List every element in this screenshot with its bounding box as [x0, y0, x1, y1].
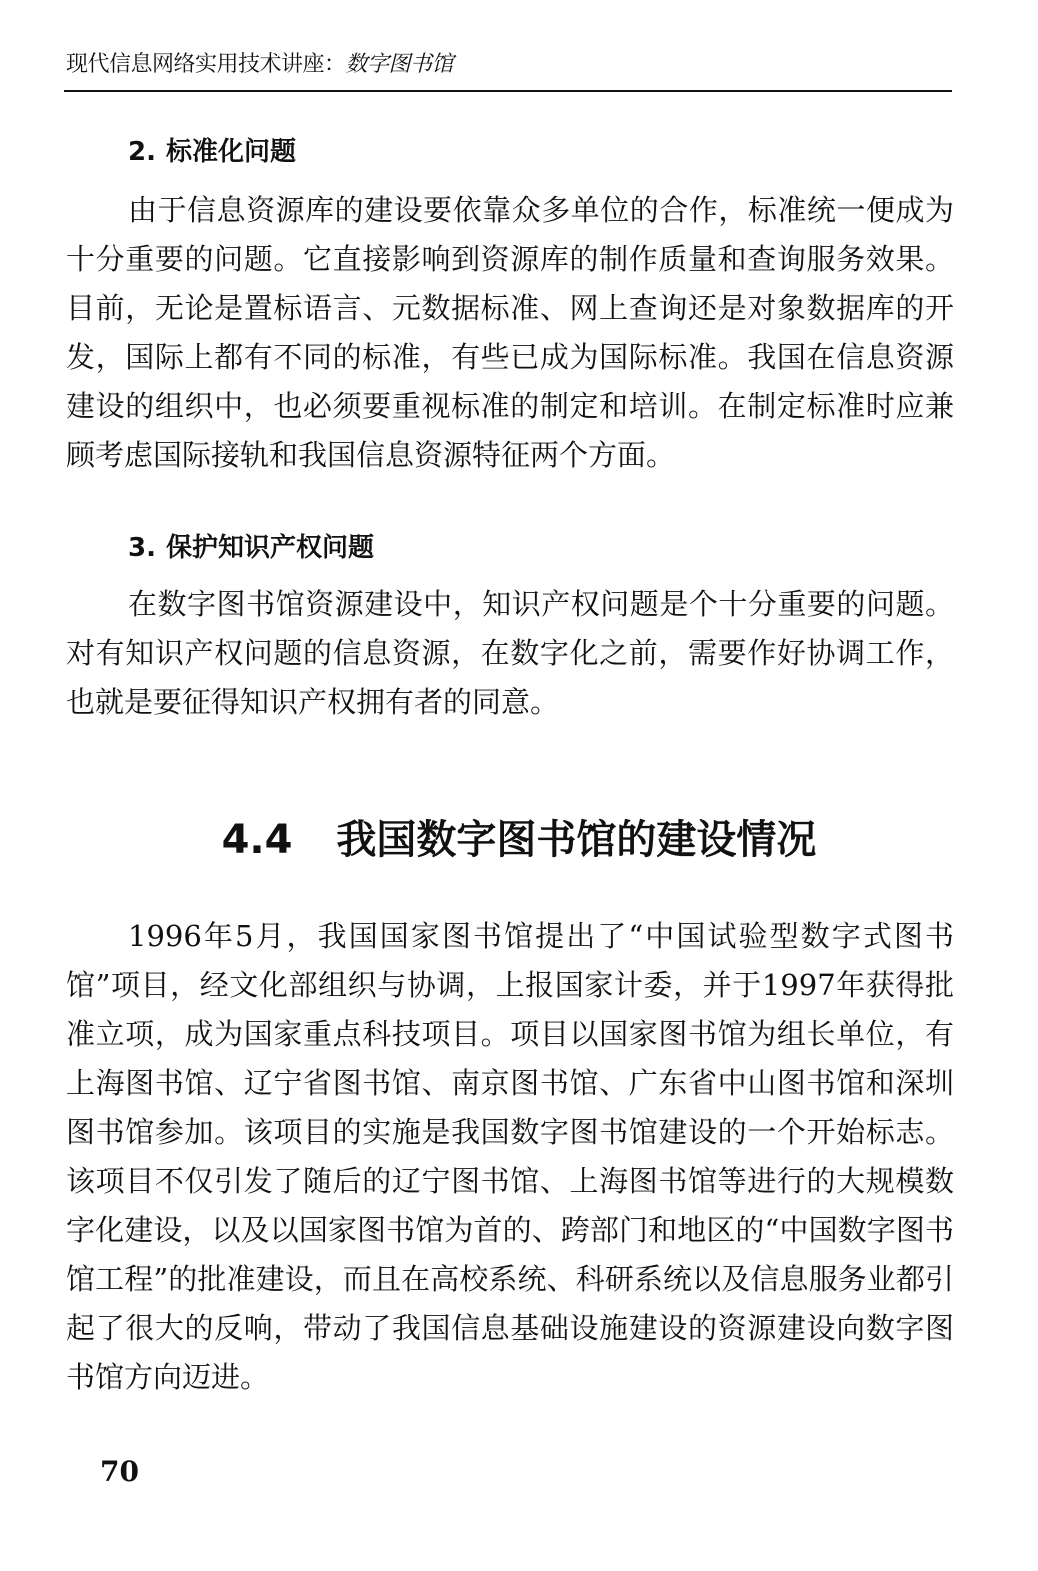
subsection-heading-standardization [128, 135, 296, 169]
running-header [66, 50, 453, 80]
page-number: 70 [100, 1455, 139, 1488]
paragraph-ip-protection: 在数字图书馆资源建设中，知识产权问题是个十分重要的问题。对有知识产权问题的信息资源，在数字化之前，需要作好协调工作，也就是要征得知识产权拥有者的同意。 [66, 587, 954, 719]
section-title: 我国数字图书馆的建设情况 [336, 817, 817, 863]
paragraph-construction-status: 1996年5月，我国国家图书馆提出了“中国试验型数字式图书馆”项目，经文化部组织与协调，上报国家计委，并于1997年获得批准立项，成为国家重点科技项目。项目以国家图书馆为组长单位，有上海图书馆、辽宁省图书馆、南京图书馆、广东省中山图书馆和深圳图书馆参加。该项目的实施是我国数字图书馆建设的一个开始标志。该项目不仅引发了随后的辽宁图书馆、上海图书馆等进行的大规模数字化建设，以及以国家图书馆为首的、跨部门和地区的“中国数字图书馆工程”的批准建设，而且在高校系统、科研系统以及信息服务业都引起了很大的反响，带动了我国信息基础设施建设的资源建设向数字图书馆方向迈进。 [66, 919, 954, 1394]
series-title: 数字图书馆 [345, 52, 454, 77]
subsection-title: 标准化问题 [165, 137, 296, 167]
subsection-title: 保护知识产权问题 [165, 533, 374, 563]
book-title: 现代信息网络实用技术讲座： [66, 52, 346, 77]
subsection-number: 3. [128, 533, 156, 563]
section-number: 4.4 [221, 817, 293, 863]
section-heading [0, 812, 1038, 868]
subsection-heading-ip-protection [128, 531, 374, 565]
paragraph-standardization: 由于信息资源库的建设要依靠众多单位的合作，标准统一便成为十分重要的问题。它直接影响到资源库的制作质量和查询服务效果。目前，无论是置标语言、元数据标准、网上查询还是对象数据库的开发，国际上都有不同的标准，有些已成为国际标准。我国在信息资源建设的组织中，也必须要重视标准的制定和培训。在制定标准时应兼顾考虑国际接轨和我国信息资源特征两个方面。 [66, 193, 954, 472]
subsection-number: 2. [128, 137, 156, 167]
header-rule [64, 90, 952, 92]
